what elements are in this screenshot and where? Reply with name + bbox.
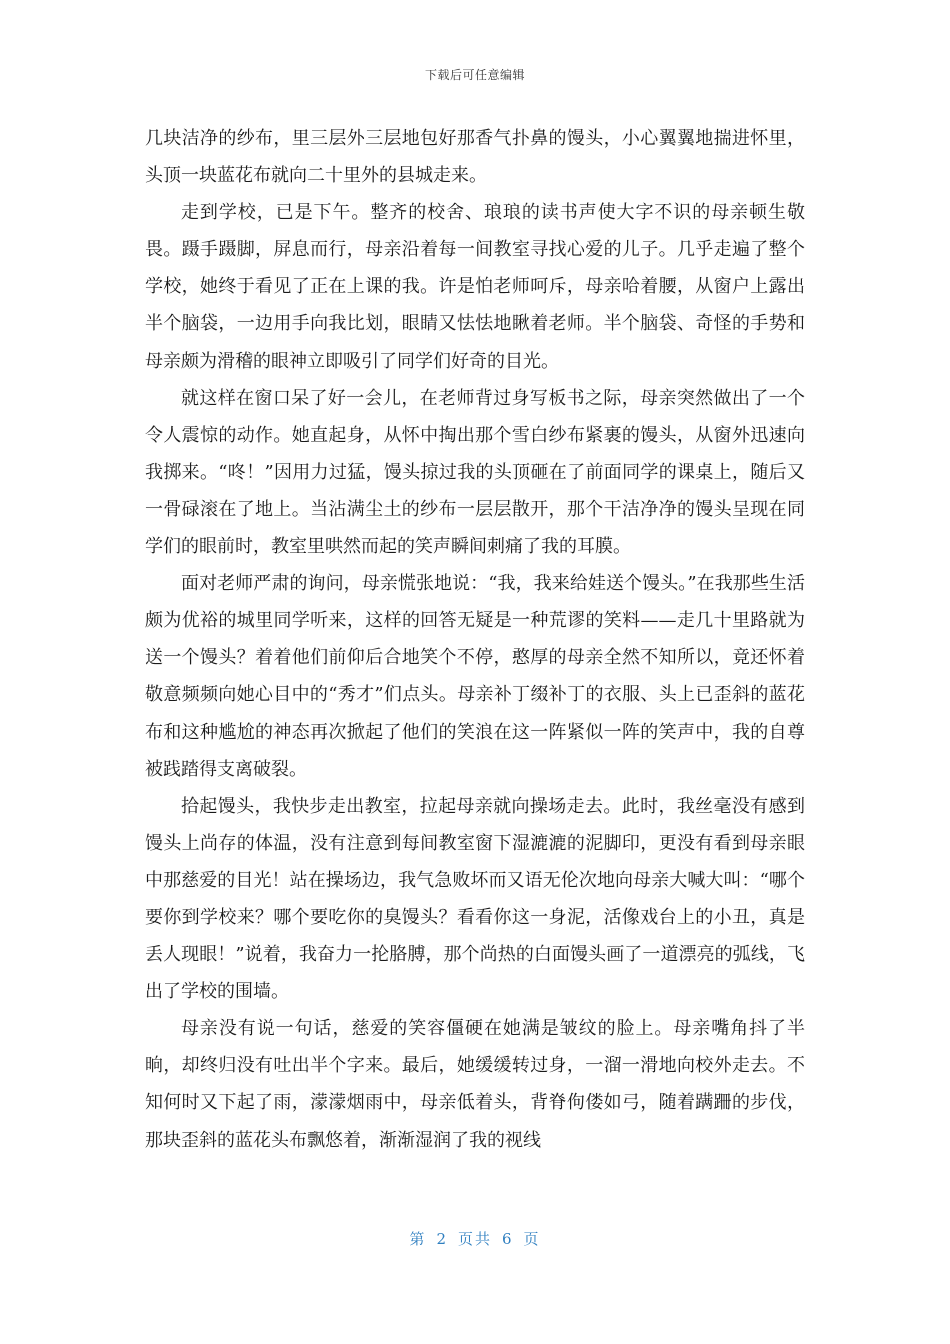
page-prefix: 第: [409, 1230, 427, 1248]
page-number: 2: [436, 1230, 448, 1248]
paragraph: 母亲没有说一句话，慈爱的笑容僵硬在她满是皱纹的脸上。母亲嘴角抖了半晌，却终归没有吐出半个字来。最后，她缓缓转过身，一溜一滑地向校外走去。不知何时又下起了雨，濛濛烟雨中，母亲低着头，背脊佝偻如弓，随着蹒跚的步伐，那块歪斜的蓝花头布飘悠着，渐渐湿润了我的视线: [145, 1018, 805, 1151]
paragraph-continuation: 几块洁净的纱布，里三层外三层地包好那香气扑鼻的馒头，小心翼翼地揣进怀里，头顶一块蓝花布就向二十里外的县城走来。: [145, 128, 805, 187]
page-suffix: 页: [523, 1230, 541, 1248]
paragraph: 就这样在窗口呆了好一会儿，在老师背过身写板书之际，母亲突然做出了一个令人震惊的动作。她直起身，从怀中掏出那个雪白纱布紧裹的馒头，从窗外迅速向我掷来。“咚！”因用力过猛，馒头掠过我的头顶砸在了前面同学的课桌上，随后又一骨碌滚在了地上。当沾满尘土的纱布一层层散开，那个干洁净净的馒头呈现在同学们的眼前时，教室里哄然而起的笑声瞬间刺痛了我的耳膜。: [145, 387, 805, 558]
paragraph: 面对老师严肃的询问，母亲慌张地说：“我，我来给娃送个馒头。”在我那些生活颇为优裕的城里同学听来，这样的回答无疑是一种荒谬的笑料——走几十里路就为送一个馒头？着着他们前仰后合地笑个不停，憨厚的母亲全然不知所以，竟还怀着敬意频频向她心目中的“秀才”们点头。母亲补丁缀补丁的衣服、头上已歪斜的蓝花布和这种尴尬的神态再次掀起了他们的笑浪在这一阵紧似一阵的笑声中，我的自尊被践踏得支离破裂。: [145, 573, 805, 780]
page-footer: [0, 1228, 950, 1249]
paragraph: 走到学校，已是下午。整齐的校舍、琅琅的读书声使大字不识的母亲顿生敬畏。蹑手蹑脚，屏息而行，母亲沿着每一间教室寻找心爱的儿子。几乎走遍了整个学校，她终于看见了正在上课的我。许是怕老师呵斥，母亲哈着腰，从窗户上露出半个脑袋，一边用手向我比划，眼睛又怯怯地瞅着老师。半个脑袋、奇怪的手势和母亲颇为滑稽的眼神立即吸引了同学们好奇的目光。: [145, 202, 805, 372]
page-total: 6: [502, 1230, 514, 1248]
page-middle: 页共: [457, 1230, 492, 1248]
paragraph: 拾起馒头，我快步走出教室，拉起母亲就向操场走去。此时，我丝毫没有感到馒头上尚存的体温，没有注意到每间教室窗下湿漉漉的泥脚印，更没有看到母亲眼中那慈爱的目光！站在操场边，我气急败坏而又语无伦次地向母亲大喊大叫：“哪个要你到学校来？哪个要吃你的臭馒头？看看你这一身泥，活像戏台上的小丑，真是丢人现眼！”说着，我奋力一抡胳膊，那个尚热的白面馒头画了一道漂亮的弧线，飞出了学校的围墙。: [145, 795, 805, 1003]
page-header: 下载后可任意编辑: [424, 68, 525, 82]
document-body: [145, 120, 805, 1159]
